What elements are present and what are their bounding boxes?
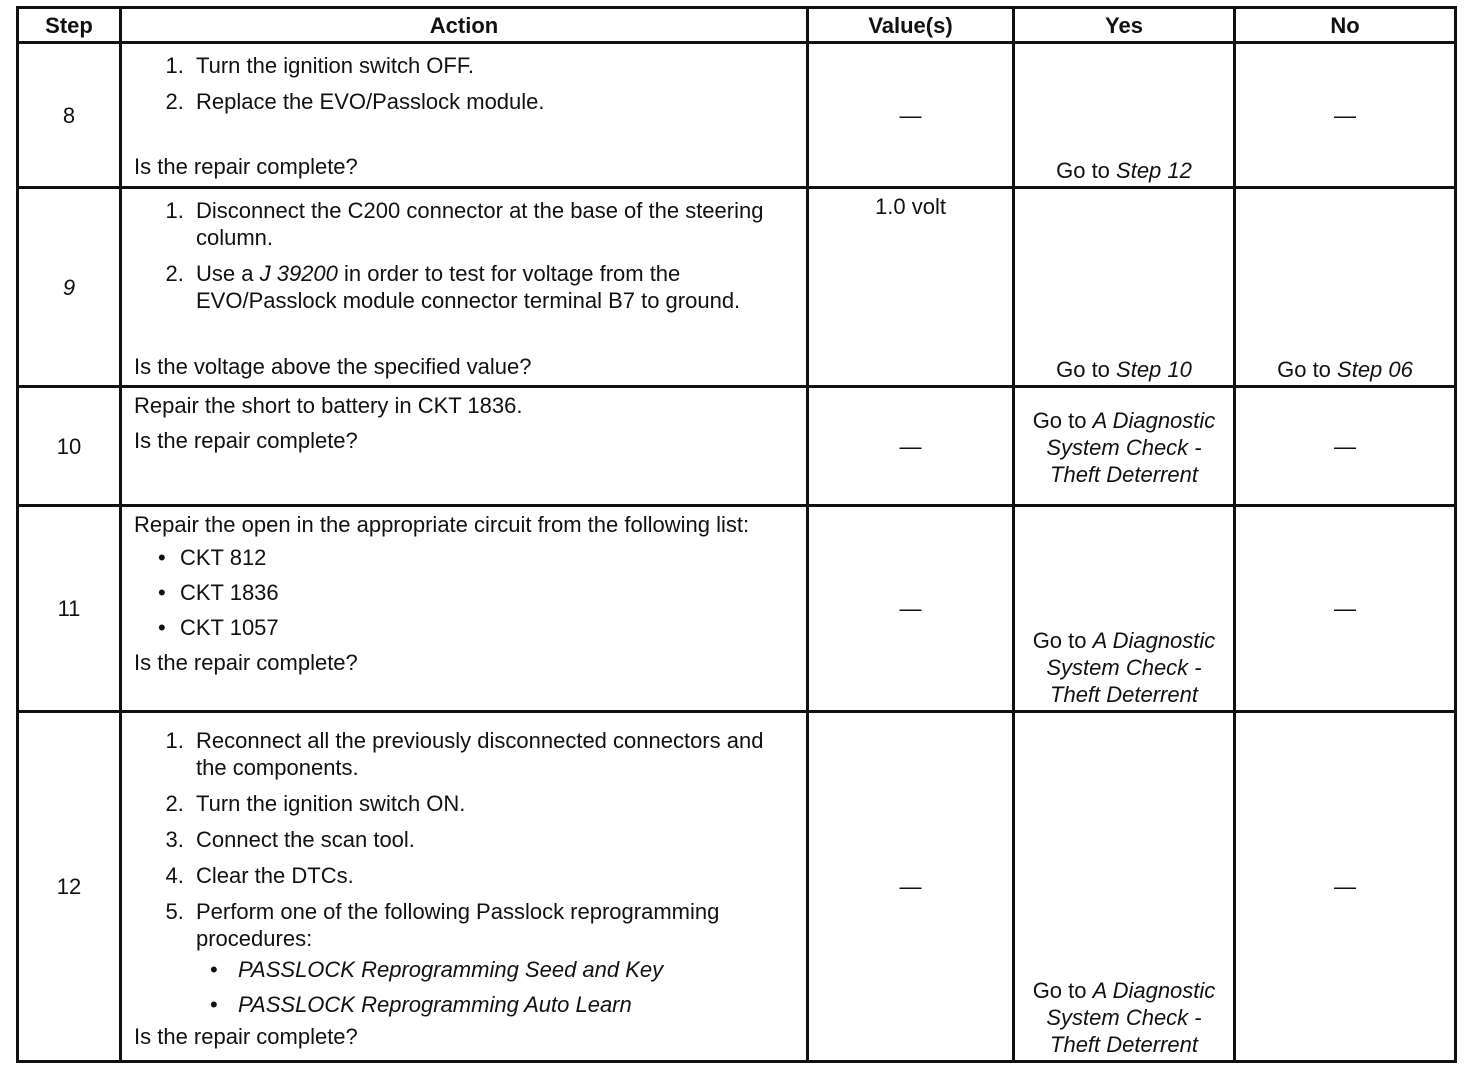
action-text: Perform one of the following Passlock reprogramming procedures:: [196, 899, 720, 951]
no-prefix: Go to: [1277, 357, 1338, 382]
table-row: [18, 43, 1456, 188]
action-step: 4. Clear the DTCs.: [190, 862, 796, 889]
action-question: Is the voltage above the specified value?: [134, 354, 532, 379]
yes-prefix: Go to: [1032, 628, 1093, 653]
yes-link[interactable]: A Diagnostic System Check - Theft Deterrent: [1046, 978, 1216, 1057]
step-number: 12: [18, 712, 121, 1062]
header-no: No: [1235, 8, 1456, 43]
yes-prefix: Go to: [1032, 407, 1093, 433]
step-number: 10: [18, 387, 121, 506]
step-number: [18, 188, 121, 387]
no-cell: —: [1235, 387, 1456, 506]
yes-cell: [1014, 712, 1235, 1062]
action-text: Repair the open in the appropriate circuit from the following list:: [134, 512, 750, 537]
list-item: • CKT 1836: [180, 579, 796, 606]
procedure-link[interactable]: • PASSLOCK Reprogramming Seed and Key: [232, 956, 796, 983]
step-number: 11: [18, 506, 121, 712]
yes-cell: [1014, 43, 1235, 188]
yes-link[interactable]: Step 12: [1116, 158, 1192, 183]
header-action: Action: [121, 8, 808, 43]
value-cell: —: [808, 43, 1014, 188]
header-values: Value(s): [808, 8, 1014, 43]
tool-name: J 39200: [259, 261, 338, 286]
procedure-link[interactable]: • PASSLOCK Reprogramming Auto Learn: [232, 991, 796, 1018]
table-row: [18, 506, 1456, 712]
header-yes: Yes: [1014, 8, 1235, 43]
table-row: [18, 712, 1456, 1062]
action-cell: [121, 712, 808, 1062]
header-row: [18, 8, 1456, 43]
action-step: 2. Turn the ignition switch ON.: [190, 790, 796, 817]
table-row: [18, 188, 1456, 387]
action-question: Is the repair complete?: [134, 1024, 358, 1049]
yes-cell: [1014, 188, 1235, 387]
header-step: Step: [18, 8, 121, 43]
yes-cell: [1014, 506, 1235, 712]
value-cell: —: [808, 712, 1014, 1062]
diagnostic-table: [16, 6, 1457, 1063]
action-text: Repair the short to battery in CKT 1836.: [134, 393, 523, 418]
table-row: [18, 387, 1456, 506]
action-step: [190, 898, 796, 1018]
value-cell: —: [808, 387, 1014, 506]
action-text: Use a: [196, 261, 260, 286]
value-cell: 1.0 volt: [808, 188, 1014, 387]
yes-cell: [1014, 387, 1235, 506]
action-step: 1. Turn the ignition switch OFF.: [190, 52, 796, 79]
no-cell: —: [1235, 43, 1456, 188]
action-step: 2. Replace the EVO/Passlock module.: [190, 88, 796, 115]
action-question: Is the repair complete?: [134, 650, 358, 675]
action-step: 1. Disconnect the C200 connector at the base of the steering column.: [190, 197, 796, 251]
no-cell: —: [1235, 712, 1456, 1062]
action-text: in order to test for voltage from the EVO/Passlock module connector terminal B7 to ground.: [196, 261, 741, 313]
yes-link[interactable]: Step 10: [1116, 357, 1192, 382]
action-question: Is the repair complete?: [134, 154, 358, 179]
action-cell: [121, 188, 808, 387]
no-cell: —: [1235, 506, 1456, 712]
value-cell: —: [808, 506, 1014, 712]
action-cell: [121, 387, 808, 506]
action-step: 3. Connect the scan tool.: [190, 826, 796, 853]
list-item: • CKT 1057: [180, 614, 796, 641]
action-step: 1. Reconnect all the previously disconnected connectors and the components.: [190, 727, 796, 781]
step-number: 8: [18, 43, 121, 188]
yes-prefix: Go to: [1032, 978, 1093, 1003]
yes-prefix: Go to: [1056, 357, 1117, 382]
action-cell: [121, 506, 808, 712]
yes-link[interactable]: A Diagnostic System Check - Theft Deterrent: [1046, 628, 1216, 707]
yes-link[interactable]: A Diagnostic System Check - Theft Deterrent: [1046, 407, 1216, 487]
action-step: [190, 260, 796, 314]
action-question: Is the repair complete?: [134, 428, 358, 453]
no-link[interactable]: Step 06: [1337, 357, 1413, 382]
list-item: • CKT 812: [180, 544, 796, 571]
step-number-text: 9: [62, 274, 76, 300]
action-cell: [121, 43, 808, 188]
yes-prefix: Go to: [1056, 158, 1117, 183]
no-cell: [1235, 188, 1456, 387]
